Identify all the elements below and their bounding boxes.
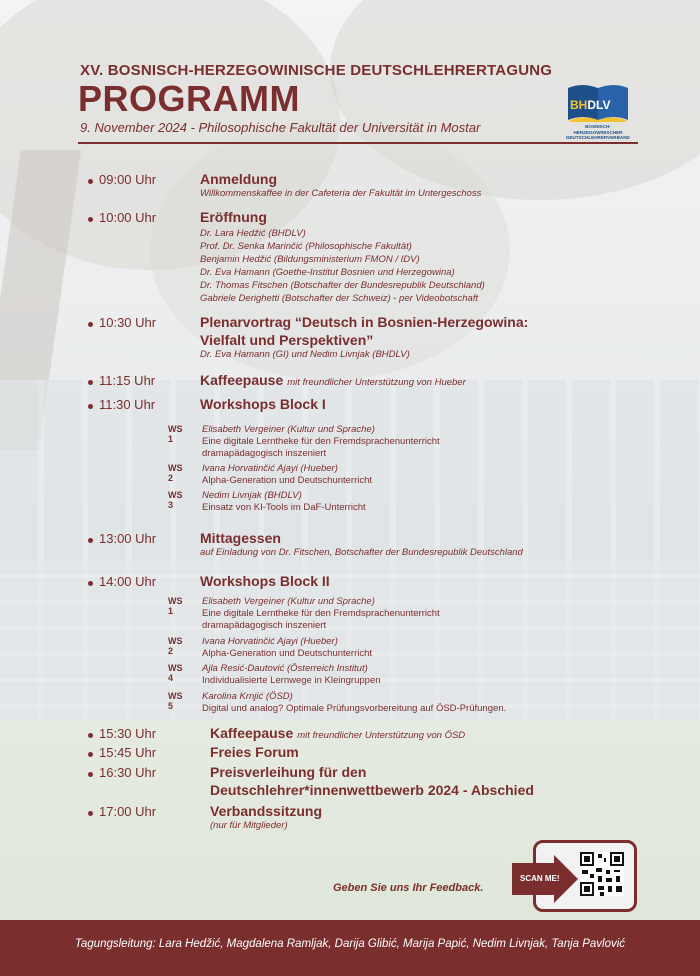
item-time: 10:00 Uhr [99, 210, 157, 225]
organizers-text: Tagungsleitung: Lara Hedžić, Magdalena Ramljak, Darija Glibić, Marija Papić, Nedim Livnjak, Tanja Pavlović [74, 938, 626, 950]
item-title: Preisverleihung für den [210, 764, 367, 780]
conference-date-location: 9. November 2024 - Philosophische Fakultät der Universität in Mostar [80, 120, 481, 135]
item-title: Verbandssitzung [210, 803, 323, 819]
workshop-code: WS 2 [168, 463, 183, 483]
item-detail: (nur für Mitglieder) [210, 820, 288, 831]
workshop-topic: Individualisierte Lernwege in Kleingruppen [202, 675, 381, 686]
logo-caption: BOSNISCH-HERZEGOWINISCHER DEUTSCHLEHRERVERBAND [566, 124, 630, 140]
item-title-continued: Vielfalt und Perspektiven” [200, 332, 374, 348]
item-title: Kaffeepause mit freundlicher Unterstützung von ÖSD [210, 725, 466, 741]
workshop-topic: Alpha-Generation und Deutschunterricht [202, 648, 373, 659]
bullet [88, 772, 93, 777]
workshop-topic: Eine digitale Lerntheke für den Fremdsprachenunterricht dramapädagogisch inszeniert [202, 608, 440, 631]
workshop-speaker: Elisabeth Vergeiner (Kultur und Sprache) [202, 424, 375, 435]
workshop-speaker: Ivana Horvatinčić Ajayi (Hueber) [202, 636, 338, 647]
workshop-speaker: Elisabeth Vergeiner (Kultur und Sprache) [202, 596, 375, 607]
item-title: Eröffnung [200, 209, 267, 225]
bhdlv-logo [562, 82, 634, 142]
item-detail: Willkommenskaffee in der Cafeteria der Fakultät im Untergeschoss [200, 188, 482, 199]
item-detail: auf Einladung von Dr. Fitschen, Botschafter der Bundesrepublik Deutschland [200, 547, 523, 558]
bullet [88, 217, 93, 222]
qr-code-icon[interactable] [580, 852, 624, 896]
footer-bar [0, 920, 700, 976]
bullet [88, 404, 93, 409]
item-detail: Dr. Eva Hamann (GI) und Nedim Livnjak (BHDLV) [200, 349, 410, 360]
conference-supertitle: XV. BOSNISCH-HERZEGOWINISCHE DEUTSCHLEHRERTAGUNG [80, 62, 553, 79]
workshop-topic: Eine digitale Lerntheke für den Fremdsprachenunterricht dramapädagogisch inszeniert [202, 436, 440, 459]
bullet [88, 179, 93, 184]
item-title: Kaffeepause mit freundlicher Unterstützung von Hueber [200, 372, 466, 388]
sponsor-note: mit freundlicher Unterstützung von Hueber [287, 377, 466, 388]
item-time: 15:30 Uhr [99, 726, 157, 741]
logo-abbreviation: BHDLV [570, 98, 611, 112]
bullet [88, 380, 93, 385]
workshop-topic: Alpha-Generation und Deutschunterricht [202, 475, 373, 486]
speaker-line: Dr. Lara Hedžić (BHDLV) [200, 228, 306, 239]
page-title: PROGRAMM [78, 78, 300, 119]
item-time: 09:00 Uhr [99, 172, 157, 187]
speaker-line: Gabriele Derighetti (Botschafter der Schweiz) - per Videobotschaft [200, 293, 479, 304]
item-time: 10:30 Uhr [99, 315, 157, 330]
item-title: Plenarvortrag “Deutsch in Bosnien-Herzegowina: [200, 314, 529, 330]
workshop-speaker: Nedim Livnjak (BHDLV) [202, 490, 302, 501]
feedback-prompt: Geben Sie uns Ihr Feedback. [333, 882, 484, 894]
item-time: 16:30 Uhr [99, 765, 157, 780]
workshop-speaker: Karolina Krnjić (ÖSD) [202, 691, 293, 702]
workshop-code: WS 1 [168, 596, 183, 616]
item-time: 17:00 Uhr [99, 804, 157, 819]
workshop-topic: Digital und analog? Optimale Prüfungsvorbereitung auf ÖSD-Prüfungen. [202, 703, 507, 714]
workshop-speaker: Ajla Resić-Dautović (Österreich Institut) [202, 663, 368, 674]
item-title: Anmeldung [200, 171, 277, 187]
item-time: 15:45 Uhr [99, 745, 157, 760]
item-time: 14:00 Uhr [99, 574, 157, 589]
workshop-code: WS 4 [168, 663, 183, 683]
workshop-code: WS 3 [168, 490, 183, 510]
bullet [88, 752, 93, 757]
bullet [88, 322, 93, 327]
speaker-line: Dr. Eva Hamann (Goethe-Institut Bosnien und Herzegowina) [200, 267, 455, 278]
item-time: 11:15 Uhr [99, 373, 156, 388]
item-time: 11:30 Uhr [99, 397, 156, 412]
workshop-code: WS 1 [168, 424, 183, 444]
item-time: 13:00 Uhr [99, 531, 157, 546]
speaker-line: Benjamin Hedžić (Bildungsministerium FMON / IDV) [200, 254, 420, 265]
bullet [88, 581, 93, 586]
bullet [88, 811, 93, 816]
scan-me-label: SCAN ME! [520, 874, 560, 883]
speaker-line: Prof. Dr. Senka Marinčić (Philosophische Fakultät) [200, 241, 412, 252]
workshop-code: WS 5 [168, 691, 183, 711]
title-divider [78, 142, 638, 144]
item-title: Workshops Block I [200, 396, 326, 412]
item-title: Mittagessen [200, 530, 281, 546]
bullet [88, 538, 93, 543]
item-title: Freies Forum [210, 744, 299, 760]
sponsor-note: mit freundlicher Unterstützung von ÖSD [297, 730, 466, 741]
item-title-continued: Deutschlehrer*innenwettbewerb 2024 - Abschied [210, 782, 534, 798]
item-title: Workshops Block II [200, 573, 330, 589]
bullet [88, 733, 93, 738]
workshop-topic: Einsatz von KI-Tools im DaF-Unterricht [202, 502, 366, 513]
speaker-line: Dr. Thomas Fitschen (Botschafter der Bundesrepublik Deutschland) [200, 280, 485, 291]
workshop-code: WS 2 [168, 636, 183, 656]
workshop-speaker: Ivana Horvatinčić Ajayi (Hueber) [202, 463, 338, 474]
